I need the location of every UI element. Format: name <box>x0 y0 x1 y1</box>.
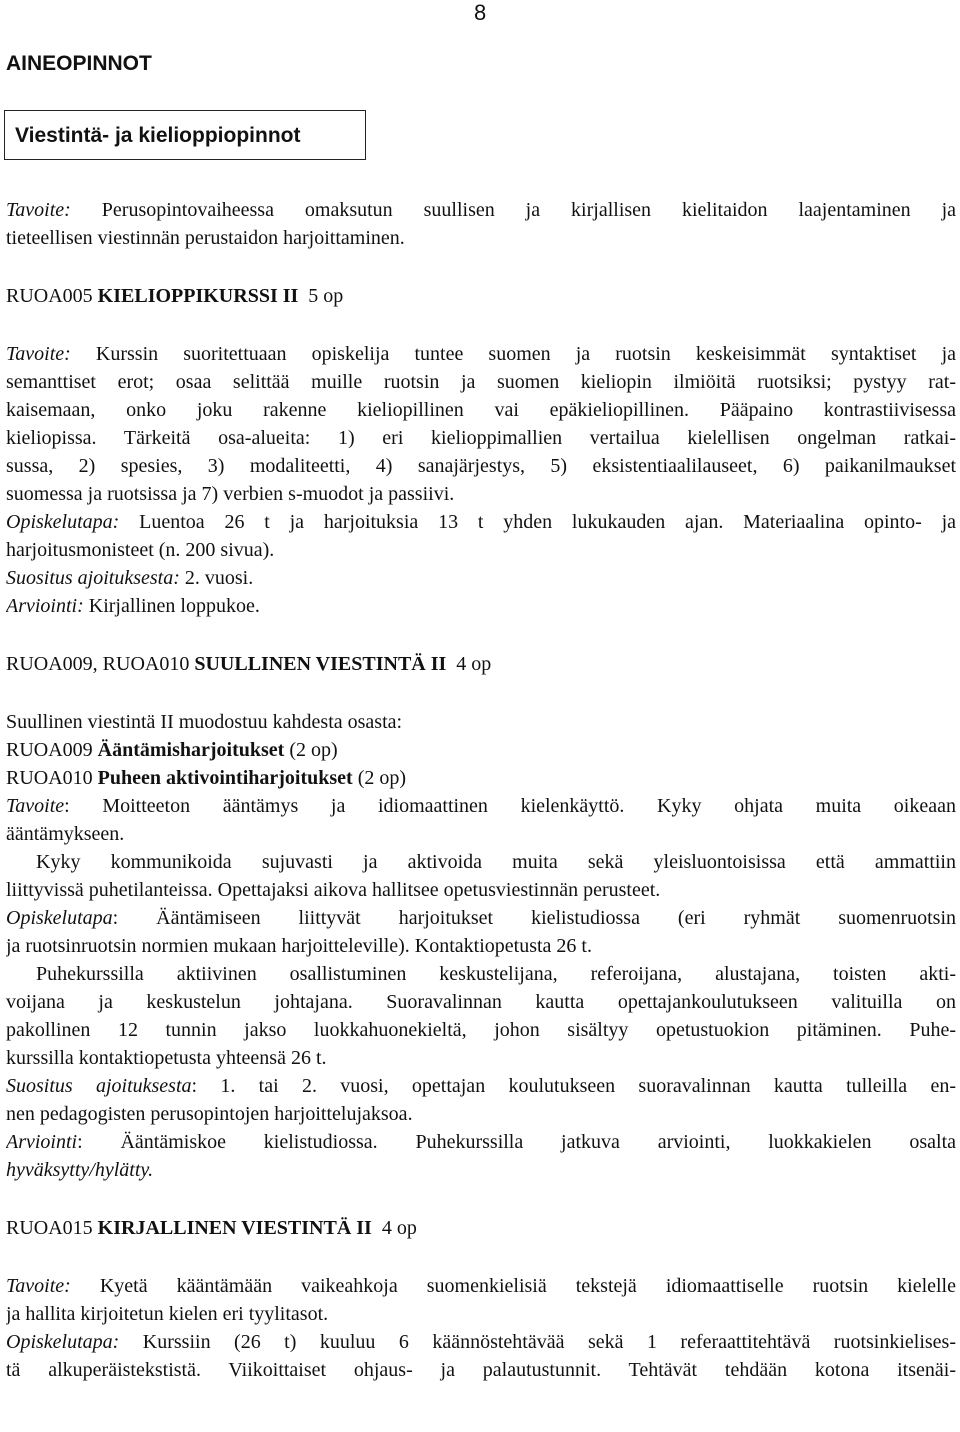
course-heading: RUOA015 KIRJALLINEN VIESTINTÄ II 4 op <box>6 1217 417 1239</box>
course-method-line: pakollinen 12 tunnin jakso luokkahuonekieltä, johon sisältyy opetustuokion pitäminen. Puhe- <box>6 1019 956 1041</box>
course-text-line: Kyky kommunikoida sujuvasti ja aktivoida muita sekä yleisluontoisissa että ammattiin <box>36 851 956 873</box>
course-text-line: Tavoite: Kyetä kääntämään vaikeahkoja suomenkielisiä tekstejä idiomaattiselle ruotsin kielelle <box>6 1275 956 1297</box>
course-method-line: Puhekurssilla aktiivinen osallistuminen keskustelijana, referoijana, alustajana, toisten akti- <box>36 963 956 985</box>
course-text-line: suomessa ja ruotsissa ja 7) verbien s-muodot ja passiivi. <box>6 483 455 505</box>
course-method-line: Opiskelutapa: Ääntämiseen liittyvät harjoitukset kielistudiossa (eri ryhmät suomenruotsin <box>6 907 956 929</box>
course-timing-line: Suositus ajoituksesta: 1. tai 2. vuosi, opettajan koulutukseen suoravalinnan kautta tulleilla en- <box>6 1075 956 1097</box>
page-number: 8 <box>474 0 487 25</box>
goal-label: Tavoite <box>6 795 65 817</box>
intro-line-1: Tavoite: Perusopintovaiheessa omaksutun suullisen ja kirjallisen kielitaidon laajentaminen ja <box>6 199 956 221</box>
course-heading: RUOA009, RUOA010 SUULLINEN VIESTINTÄ II 4 op <box>6 653 492 675</box>
section-header: AINEOPINNOT <box>6 52 152 75</box>
document-body <box>6 196 956 1384</box>
goal-label: Tavoite: <box>6 199 71 221</box>
course-text-line: Tavoite: Kurssin suoritettuaan opiskelija tuntee suomen ja ruotsin keskeisimmät syntaktiset ja <box>6 343 956 365</box>
goal-label: Tavoite: <box>6 1275 71 1297</box>
course-text-line: kaisemaan, onko joku rakenne kieliopillinen vai epäkieliopillinen. Pääpaino kontrastiivisessa <box>6 399 956 421</box>
course-method-line: kurssilla kontaktiopetusta yhteensä 26 t. <box>6 1047 327 1069</box>
eval-label: Arviointi <box>6 1131 78 1153</box>
course-eval-line: Arviointi: Kirjallinen loppukoe. <box>6 595 260 617</box>
course-eval-line: hyväksytty/hylätty. <box>6 1159 154 1181</box>
course-timing-line: Suositus ajoituksesta: 2. vuosi. <box>6 567 254 589</box>
course-eval-line: Arviointi: Ääntämiskoe kielistudiossa. Puhekurssilla jatkuva arviointi, luokkakielen osalta <box>6 1131 956 1153</box>
course-method-line: tä alkuperäistekstistä. Viikoittaiset ohjaus- ja palautustunnit. Tehtävät tehdään kotona itsenäi- <box>6 1359 956 1381</box>
course-part-line: RUOA010 Puheen aktivointiharjoitukset (2 op) <box>6 767 407 789</box>
course-text-line: Tavoite: Moitteeton ääntämys ja idiomaattinen kielenkäyttö. Kyky ohjata muita oikeaan <box>6 795 956 817</box>
course-method-line: voijana ja keskustelun johtajana. Suoravalinnan kautta opettajankoulutukseen valituilla on <box>6 991 956 1013</box>
course-text-line: semanttiset erot; osaa selittää muille ruotsin ja suomen kieliopin ilmiöitä ruotsiksi; pystyy rat- <box>6 371 956 393</box>
course-timing-line: nen pedagogisten perusopintojen harjoittelujaksoa. <box>6 1103 413 1125</box>
intro-line-2: tieteellisen viestinnän perustaidon harjoittaminen. <box>6 227 405 249</box>
boxed-section-heading: Viestintä- ja kielioppiopinnot <box>4 110 366 160</box>
timing-label: Suositus ajoituksesta <box>6 1075 192 1097</box>
course-method-line: Opiskelutapa: Kurssiin (26 t) kuuluu 6 käännöstehtävää sekä 1 referaattitehtävä ruotsinkielises- <box>6 1331 956 1353</box>
course-intro-line: Suullinen viestintä II muodostuu kahdesta osasta: <box>6 711 403 733</box>
course-method-line: ja ruotsinruotsin normien mukaan harjoitteleville). Kontaktiopetusta 26 t. <box>6 935 592 957</box>
method-label: Opiskelutapa: <box>6 511 120 533</box>
course-text-line: sussa, 2) spesies, 3) modaliteetti, 4) sanajärjestys, 5) eksistentiaalilauseet, 6) paikanilmaukset <box>6 455 956 477</box>
timing-label: Suositus ajoituksesta: <box>6 567 180 589</box>
method-label: Opiskelutapa: <box>6 1331 120 1353</box>
goal-label: Tavoite: <box>6 343 71 365</box>
course-text-line: liittyvissä puhetilanteissa. Opettajaksi aikova hallitsee opetusviestinnän perusteet. <box>6 879 661 901</box>
method-label: Opiskelutapa <box>6 907 113 929</box>
course-text-line: ja hallita kirjoitetun kielen eri tyylitasot. <box>6 1303 329 1325</box>
course-heading: RUOA005 KIELIOPPIKURSSI II 5 op <box>6 285 344 307</box>
course-method-line: harjoitusmonisteet (n. 200 sivua). <box>6 539 275 561</box>
course-text-line: kieliopissa. Tärkeitä osa-alueita: 1) eri kielioppimallien vertailua kielellisen ongelman ratkai- <box>6 427 956 449</box>
course-text-line: ääntämykseen. <box>6 823 125 845</box>
course-part-line: RUOA009 Ääntämisharjoitukset (2 op) <box>6 739 338 761</box>
eval-label: Arviointi: <box>6 595 84 617</box>
course-method-line: Opiskelutapa: Luentoa 26 t ja harjoituksia 13 t yhden lukukauden ajan. Materiaalina opinto- ja <box>6 511 956 533</box>
